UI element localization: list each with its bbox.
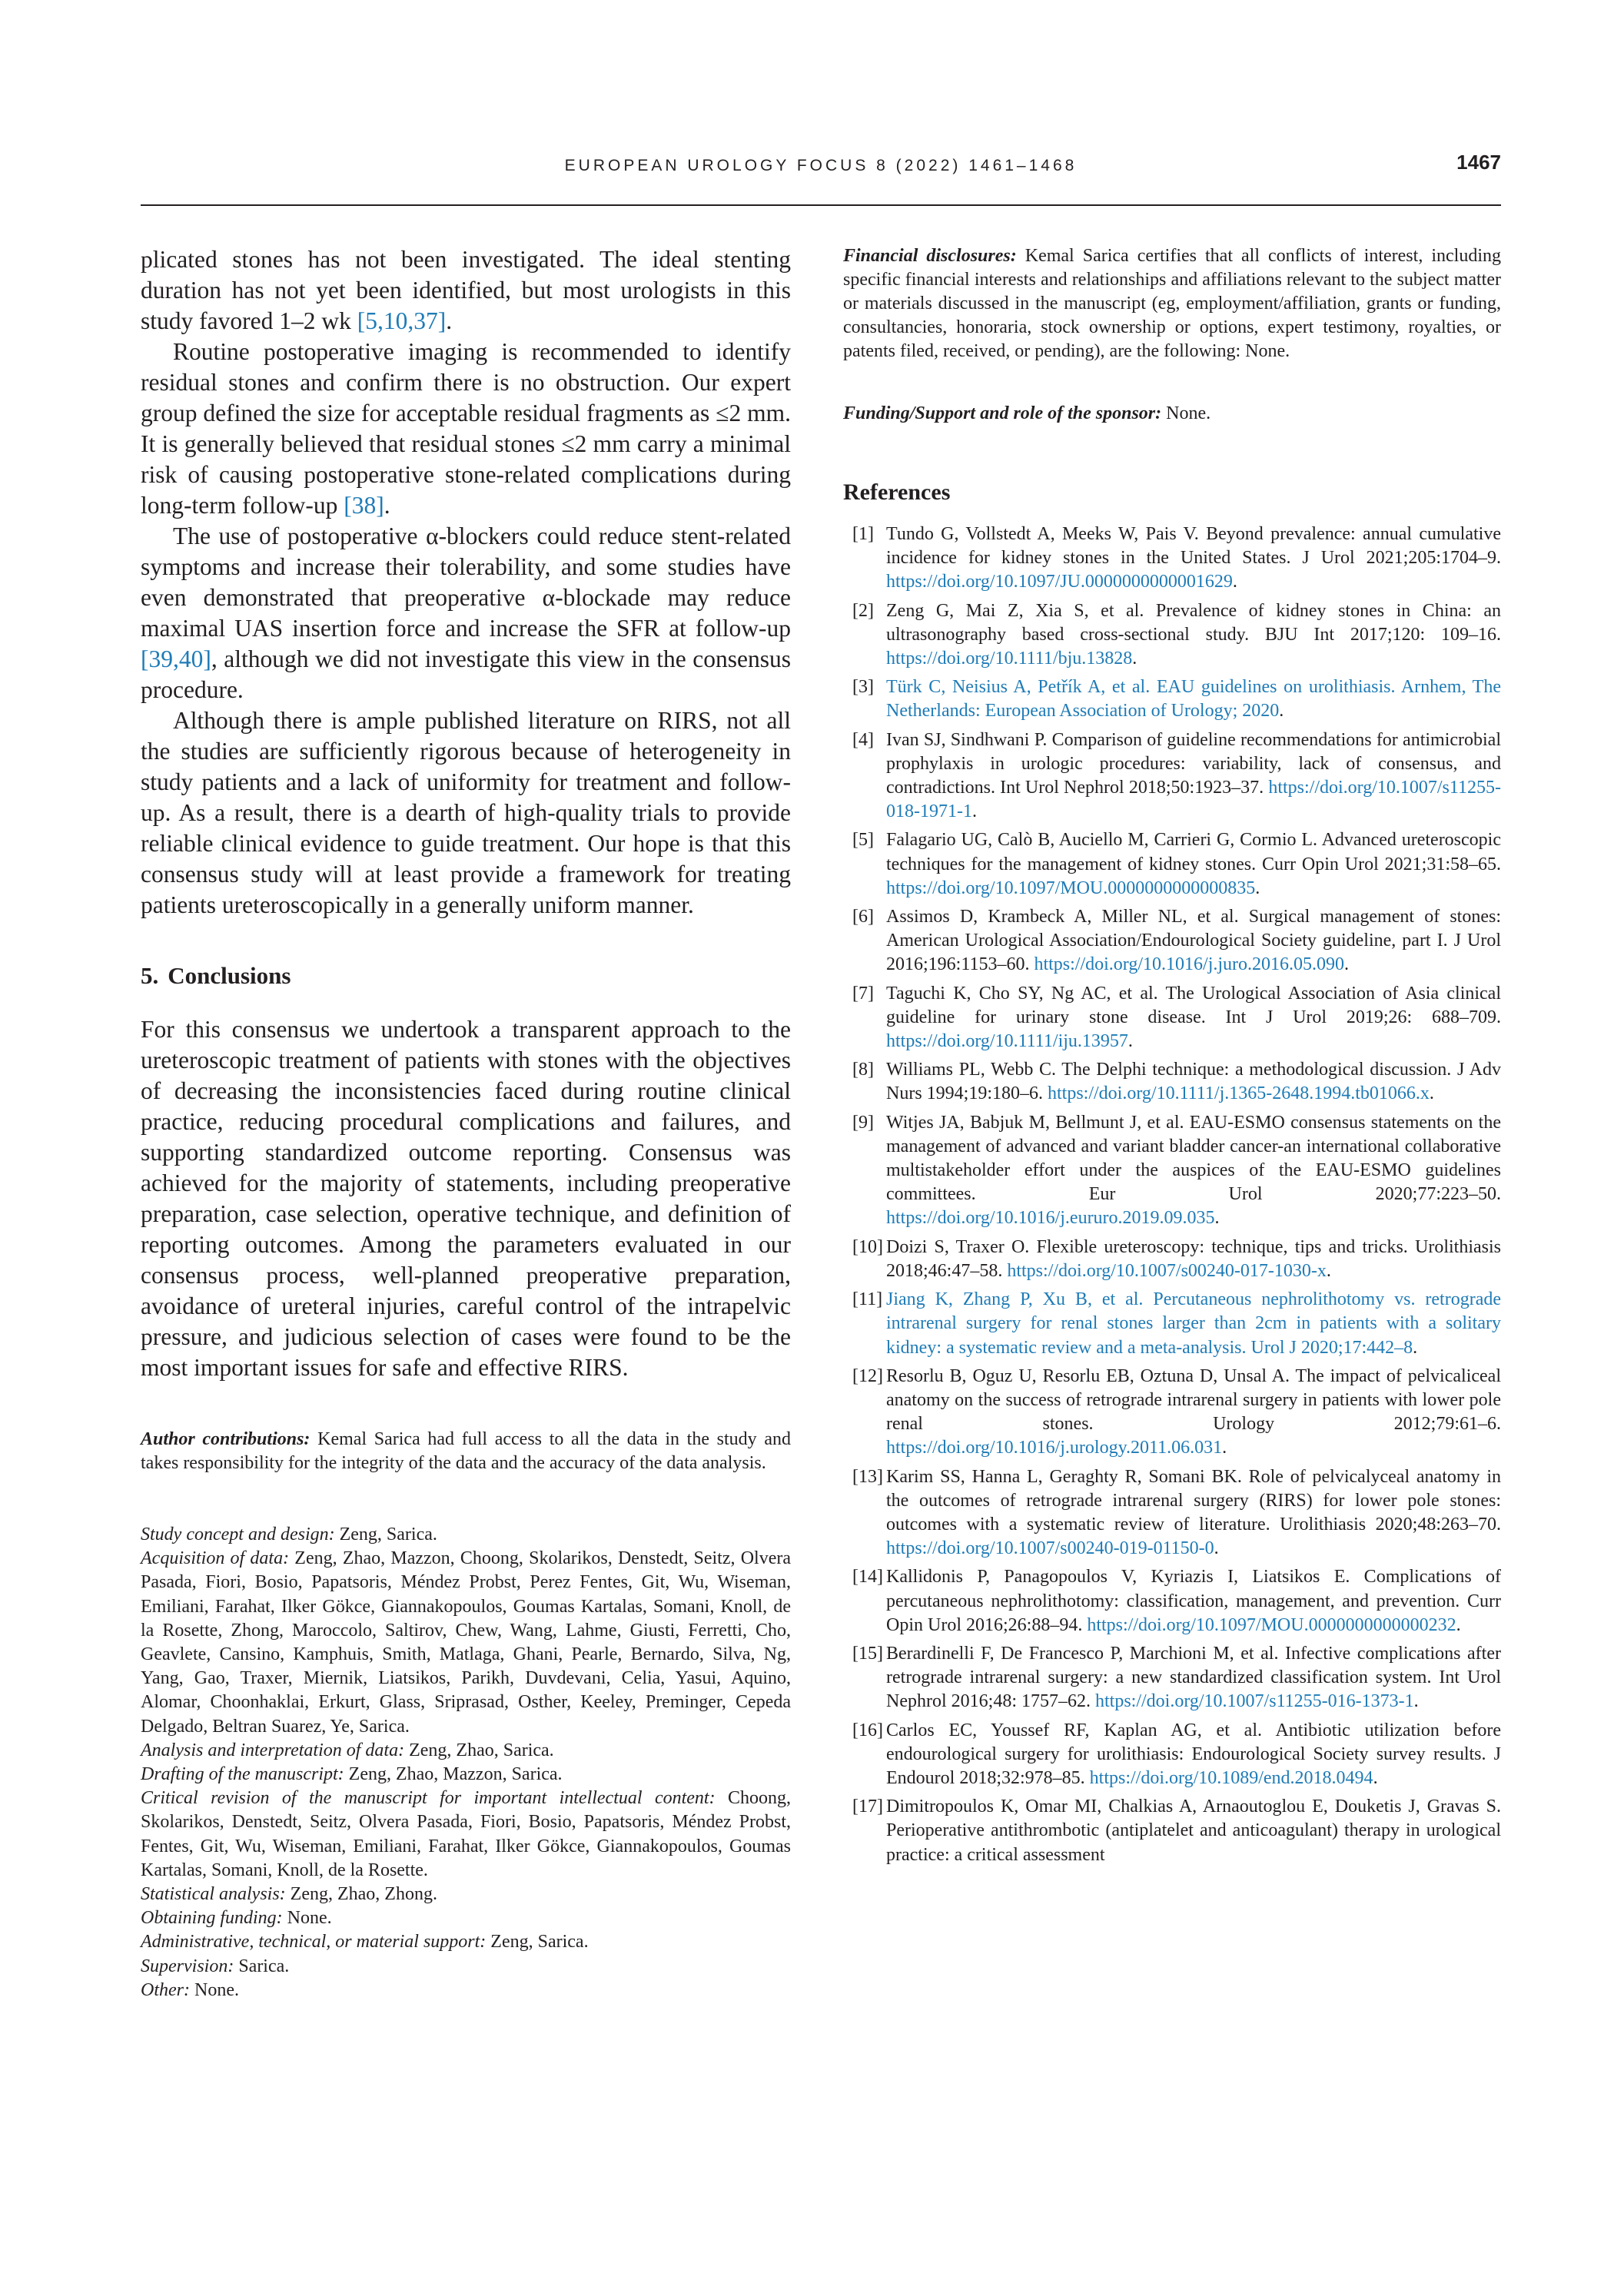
reference-number: [12] — [852, 1365, 883, 1386]
citation-link[interactable]: [5,10,37] — [357, 307, 447, 334]
reference-end: . — [1344, 954, 1350, 975]
author-contributions-label: Author contributions: — [141, 1429, 311, 1449]
reference-link[interactable]: https://doi.org/10.1007/s00240-019-01150-0 — [886, 1538, 1214, 1559]
contribution-item — [141, 1523, 791, 1547]
reference-link[interactable]: https://doi.org/10.1111/j.1365-2648.1994.tb01066.x — [1048, 1083, 1430, 1104]
reference-end: . — [1214, 1208, 1220, 1229]
reference-item — [843, 905, 1501, 977]
contribution-text: Zeng, Sarica. — [334, 1525, 437, 1544]
reference-link[interactable]: https://doi.org/10.1111/iju.13957 — [886, 1031, 1128, 1052]
reference-number: [5] — [852, 830, 874, 851]
author-contributions-text: Kemal Sarica had full access to all the data in the study and takes responsibility for the integrity of the data and the accuracy of the data analysis. — [141, 1429, 792, 1473]
contribution-text: None. — [282, 1908, 332, 1929]
contribution-item — [141, 1787, 791, 1883]
reference-item — [843, 1642, 1501, 1714]
contribution-label: Administrative, technical, or material support: — [141, 1932, 487, 1953]
contribution-label: Analysis and interpretation of data: — [141, 1740, 405, 1760]
paragraph-literature: Although there is ample published literature on RIRS, not all the studies are sufficiently rigorous because of heterogeneity in study patients and a lack of uniformity for treatment and follow-up. As a result, there is a dearth of high-quality trials to provide reliable clinical evidence to guide treatment. Our hope is that this consensus study will at least provide a framework for treating patients ureteroscopically in a generally uniform manner. — [141, 707, 791, 918]
reference-item — [843, 1111, 1501, 1231]
reference-number: [14] — [852, 1567, 883, 1588]
reference-number: [16] — [852, 1720, 883, 1740]
reference-number: [2] — [852, 600, 874, 621]
section-title: Conclusions — [168, 962, 291, 989]
funding-support — [843, 402, 1501, 426]
reference-text: Karim SS, Hanna L, Geraghty R, Somani BK. Role of pelvicalyceal anatomy in the outcomes of retrograde intrarenal surgery (RIRS) for lower pole stones: outcomes with a systematic review of literature. Urolithiasis 2020;48:263–70. — [886, 1466, 1501, 1535]
funding-support-label: Funding/Support and role of the sponsor: — [843, 403, 1162, 423]
reference-end: . — [971, 801, 977, 822]
paragraph-imaging — [141, 337, 791, 521]
contribution-label: Supervision: — [141, 1956, 234, 1976]
contribution-item — [141, 1979, 791, 2002]
reference-item — [843, 1719, 1501, 1791]
reference-item — [843, 1288, 1501, 1360]
reference-text: Berardinelli F, De Francesco P, Marchioni M, et al. Infective complications after retrograde intrarenal surgery: a new standardized classification system. Int Urol Nephrol 2016;48: 1757–62. — [886, 1643, 1501, 1712]
reference-text: Williams PL, Webb C. The Delphi technique: a methodological discussion. J Adv Nurs 1994;19:180–6. — [886, 1060, 1501, 1104]
reference-end: . — [1429, 1083, 1434, 1104]
reference-text: Doizi S, Traxer O. Flexible ureteroscopy: technique, tips and tricks. Urolithiasis 2018;46:47–58. — [886, 1236, 1501, 1281]
left-column — [141, 244, 791, 2002]
reference-end: . — [1132, 649, 1137, 669]
reference-end: . — [1326, 1260, 1331, 1281]
reference-text: Carlos EC, Youssef RF, Kaplan AG, et al. Antibiotic utilization before endourological surgery for urolithiasis: Endourological Society survey results. J Endourol 2018;32:978–85. — [886, 1720, 1501, 1788]
contribution-label: Statistical analysis: — [141, 1884, 286, 1905]
contribution-item — [141, 1763, 791, 1787]
reference-number: [10] — [852, 1236, 883, 1257]
reference-item — [843, 1236, 1501, 1283]
contribution-text: Zeng, Sarica. — [486, 1932, 589, 1953]
reference-number: [4] — [852, 729, 874, 750]
reference-item — [843, 1795, 1501, 1867]
reference-item — [843, 1565, 1501, 1637]
contribution-text: Zeng, Zhao, Sarica. — [404, 1740, 554, 1760]
reference-end: . — [1232, 572, 1237, 592]
reference-link[interactable]: https://doi.org/10.1097/MOU.0000000000000232 — [1087, 1614, 1456, 1635]
paragraph-text: The use of postoperative α-blockers could reduce stent-related symptoms and increase their tolerability, and some studies have even demonstrated that preoperative α-blockade may reduce maximal UAS insertion force and increase the SFR at follow-up — [141, 523, 791, 642]
reference-text: Resorlu B, Oguz U, Resorlu EB, Oztuna D, Unsal A. The impact of pelvicaliceal anatomy on the success of retrograde intrarenal surgery in patients with lower pole renal stones. Urology 2012;79:61–6. — [886, 1365, 1501, 1435]
contribution-item — [141, 1930, 791, 1954]
reference-number: [9] — [852, 1112, 874, 1133]
reference-link[interactable]: https://doi.org/10.1097/MOU.0000000000000835 — [886, 878, 1256, 898]
section-heading — [141, 962, 791, 990]
reference-number: [6] — [852, 907, 874, 927]
reference-link[interactable]: https://doi.org/10.1016/j.eururo.2019.09.035 — [886, 1208, 1215, 1229]
reference-link[interactable]: https://doi.org/10.1007/s11255-018-1971-1 — [886, 778, 1501, 822]
reference-end: . — [1413, 1337, 1418, 1358]
contribution-item — [141, 1883, 791, 1906]
citation-link[interactable]: [39,40] — [141, 645, 211, 672]
reference-item — [843, 828, 1501, 901]
contribution-text: None. — [189, 1979, 239, 2000]
reference-item — [843, 982, 1501, 1054]
reference-end: . — [1456, 1614, 1461, 1635]
reference-link[interactable]: https://doi.org/10.1097/JU.0000000000001629 — [886, 572, 1233, 592]
reference-link[interactable]: https://doi.org/10.1016/j.juro.2016.05.090 — [1034, 954, 1345, 975]
funding-support-text: None. — [1161, 403, 1211, 423]
contribution-label: Other: — [141, 1979, 190, 2000]
journal-citation: EUROPEAN UROLOGY FOCUS 8 (2022) 1461–1468 — [564, 157, 1078, 174]
reference-number: [11] — [852, 1289, 883, 1310]
contribution-list — [141, 1523, 791, 2002]
paragraph-text: . — [446, 307, 453, 334]
contribution-text: Zeng, Zhao, Mazzon, Sarica. — [344, 1764, 563, 1785]
paragraph-stenting — [141, 244, 791, 337]
paragraph-conclusions: For this consensus we undertook a transparent approach to the ureteroscopic treatment of patients with stones with the objectives of decreasing the inconsistencies faced during routine clinical practice, reducing procedural complications and failures, and supporting standardized outcome reporting. Consensus was achieved for the majority of statements, including preoperative preparation, case selection, operative technique, and definition of reporting outcomes. Among the parameters evaluated in our consensus process, well-planned preoperative preparation, avoidance of ureteral injuries, careful control of the intrapelvic pressure, and judicious selection of cases were found to be the most important issues for safe and effective RIRS. — [141, 1016, 791, 1381]
reference-end: . — [1255, 878, 1260, 898]
reference-text: Kallidonis P, Panagopoulos V, Kyriazis I, Liatsikos E. Complications of percutaneous nephrolithotomy: classification, management, and prevention. Curr Opin Urol 2016;26:88–94. — [886, 1567, 1501, 1635]
reference-link[interactable]: https://doi.org/10.1089/end.2018.0494 — [1089, 1767, 1373, 1788]
references-heading: References — [843, 479, 951, 505]
reference-item — [843, 1058, 1501, 1106]
contribution-label: Critical revision of the manuscript for important intellectual content: — [141, 1788, 716, 1809]
financial-disclosures-label: Financial disclosures: — [843, 246, 1017, 266]
contribution-label: Obtaining funding: — [141, 1908, 283, 1929]
reference-end: . — [1413, 1691, 1419, 1712]
reference-text: Falagario UG, Calò B, Auciello M, Carrieri G, Cormio L. Advanced ureteroscopic techniques for the management of kidney stones. Curr Opin Urol 2021;31:58–65. — [886, 830, 1501, 874]
citation-link[interactable]: [38] — [344, 492, 384, 519]
reference-text: Witjes JA, Babjuk M, Bellmunt J, et al. EAU-ESMO consensus statements on the management of advanced and variant bladder cancer-an international collaborative multistakeholder effort under the auspices of the EAU-ESMO guidelines committees. Eur Urol 2020;77:223–50. — [886, 1112, 1501, 1205]
reference-link[interactable]: https://doi.org/10.1111/bju.13828 — [886, 649, 1133, 669]
reference-number: [8] — [852, 1060, 874, 1080]
contribution-label: Study concept and design: — [141, 1525, 335, 1544]
reference-link[interactable]: https://doi.org/10.1007/s00240-017-1030-x — [1007, 1260, 1327, 1281]
section-number: 5. — [141, 962, 159, 989]
reference-end: . — [1222, 1438, 1227, 1458]
reference-end: . — [1214, 1538, 1219, 1559]
reference-item — [843, 728, 1501, 825]
contribution-text: Zeng, Zhao, Mazzon, Choong, Skolarikos, Denstedt, Seitz, Olvera Pasada, Fiori, Bosio, Papatsoris, Méndez Probst, Perez Fentes, Git, Wu, Wiseman, Emiliani, Farahat, Ilker Gökce, Giannakopoulos, Goumas Kartalas, Somani, Knoll, de la Rosette, Zhong, Maroccolo, Saltirov, Chew, Wang, Lahme, Giusti, Ferretti, Cho, Geavlete, Cansino, Kamphuis, Smith, Matlaga, Ghani, Pearle, Bernardo, Silva, Ng, Yang, Gao, Traxer, Miernik, Liatsikos, Parikh, Duvdevani, Celia, Yasui, Aquino, Alomar, Choonhaklai, Erkurt, Glass, Sriprasad, Osther, Keeley, Preminger, Cepeda Delgado, Beltran Suarez, Ye, Sarica. — [141, 1548, 792, 1737]
contribution-text: Choong, Skolarikos, Denstedt, Seitz, Olvera Pasada, Fiori, Bosio, Papatsoris, Méndez Probst, Fentes, Git, Wu, Wiseman, Emiliani, Farahat, Ilker Gökce, Giannakopoulos, Goumas Kartalas, Somani, Knoll, de la Rosette. — [141, 1788, 792, 1880]
paragraph-text: Routine postoperative imaging is recommended to identify residual stones and confirm there is no obstruction. Our expert group defined the size for acceptable residual fragments as ≤2 mm. It is generally believed that residual stones ≤2 mm carry a minimal risk of causing postoperative stone-related complications during long-term follow-up — [141, 338, 791, 519]
reference-text: Taguchi K, Cho SY, Ng AC, et al. The Urological Association of Asia clinical guideline for urinary stone disease. Int J Urol 2019;26: 688–709. — [886, 983, 1501, 1027]
reference-text: Zeng G, Mai Z, Xia S, et al. Prevalence of kidney stones in China: an ultrasonography based cross-sectional study. BJU Int 2017;120: 109–16. — [886, 600, 1501, 645]
reference-number: [15] — [852, 1643, 883, 1664]
contribution-item — [141, 1739, 791, 1763]
reference-item — [843, 1465, 1501, 1561]
reference-number: [7] — [852, 983, 874, 1004]
reference-link[interactable]: https://doi.org/10.1007/s11255-016-1373-1 — [1094, 1691, 1414, 1712]
reference-text: Ivan SJ, Sindhwani P. Comparison of guideline recommendations for antimicrobial prophylaxis in urologic procedures: variability, lack of consensus, and contradictions. Int Urol Nephrol 2018;50:1923–37. — [886, 729, 1501, 798]
financial-disclosures — [843, 244, 1501, 363]
contribution-label: Acquisition of data: — [141, 1548, 290, 1569]
reference-list — [843, 523, 1501, 1867]
reference-number: [17] — [852, 1797, 883, 1817]
contribution-item — [141, 1955, 791, 1979]
reference-item — [843, 599, 1501, 672]
paragraph-alpha-blockers — [141, 521, 791, 705]
reference-end: . — [1279, 701, 1284, 722]
page-number: 1467 — [1456, 151, 1501, 174]
reference-text: Dimitropoulos K, Omar MI, Chalkias A, Arnaoutoglou E, Douketis J, Gravas S. Perioperative antithrombotic (antiplatelet and anticoagulant) therapy in urological practice: a critical assessment — [886, 1797, 1501, 1865]
financial-disclosures-text: Kemal Sarica certifies that all conflicts of interest, including specific financial interests and relationships and affiliations relevant to the subject matter or materials discussed in the manuscript (eg, employment/affiliation, grants or funding, consultancies, honoraria, stock ownership or options, expert testimony, royalties, or patents filed, received, or pending), are the following: None. — [843, 246, 1501, 361]
reference-text: Tundo G, Vollstedt A, Meeks W, Pais V. Beyond prevalence: annual cumulative incidence for kidney stones in the United States. J Urol 2021;205:1704–9. — [886, 524, 1501, 569]
contribution-item — [141, 1906, 791, 1930]
reference-link[interactable]: Türk C, Neisius A, Petřík A, et al. EAU guidelines on urolithiasis. Arnhem, The Netherlands: European Association of Urology; 2020 — [886, 677, 1501, 722]
contribution-label: Drafting of the manuscript: — [141, 1764, 344, 1785]
reference-item — [843, 1365, 1501, 1461]
author-contributions — [141, 1428, 791, 1475]
reference-number: [13] — [852, 1466, 883, 1487]
contribution-item — [141, 1547, 791, 1739]
reference-item — [843, 523, 1501, 595]
reference-text: Assimos D, Krambeck A, Miller NL, et al. Surgical management of stones: American Urological Association/Endourological Society guideline, part I. J Urol 2016;196:1153–60. — [886, 907, 1501, 975]
reference-link[interactable]: Jiang K, Zhang P, Xu B, et al. Percutaneous nephrolithotomy vs. retrograde intrarenal surgery for renal stones larger than 2cm in patients with a solitary kidney: a systematic review and a meta-analysis. Urol J 2020;17:442–8 — [886, 1289, 1501, 1358]
running-header — [141, 151, 1501, 206]
reference-number: [3] — [852, 677, 874, 698]
reference-link[interactable]: https://doi.org/10.1016/j.urology.2011.06.031 — [886, 1438, 1223, 1458]
right-column — [843, 244, 1501, 1872]
paragraph-text: plicated stones has not been investigated. The ideal stenting duration has not yet been identified, but most urologists in this study favored 1–2 wk — [141, 246, 791, 334]
paragraph-text: . — [384, 492, 390, 519]
paragraph-text: , although we did not investigate this view in the consensus procedure. — [141, 645, 791, 703]
reference-item — [843, 675, 1501, 723]
reference-number: [1] — [852, 524, 874, 544]
contribution-text: Zeng, Zhao, Zhong. — [285, 1884, 437, 1905]
reference-end: . — [1373, 1767, 1378, 1788]
reference-end: . — [1128, 1031, 1133, 1052]
contribution-text: Sarica. — [234, 1956, 290, 1976]
